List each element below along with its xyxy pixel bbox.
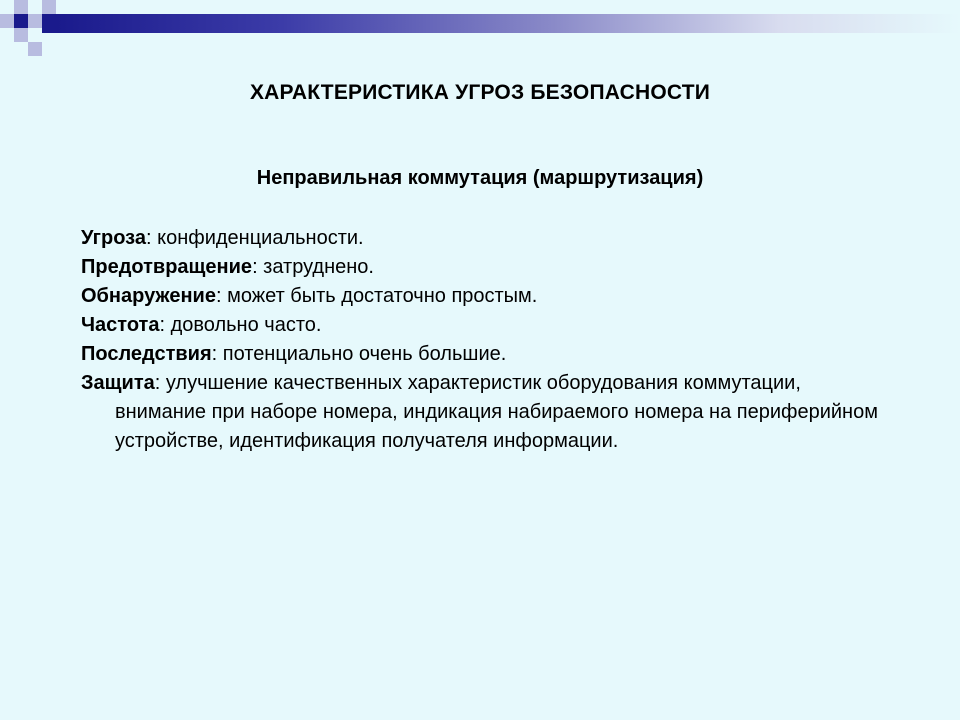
deco-square xyxy=(28,14,42,28)
item-text: : конфиденциальности. xyxy=(145,227,364,249)
slide-title: ХАРАКТЕРИСТИКА УГРОЗ БЕЗОПАСНОСТИ xyxy=(249,81,711,104)
item-label: Обнаружение xyxy=(81,285,216,307)
item-text: : улучшение качественных характеристик оборудования коммутации, внимание при наборе номера, индикация набираемого номера на периферийном устройстве, идентификация получателя информации. xyxy=(115,372,878,452)
item-text: : потенциально очень большие. xyxy=(211,343,507,365)
item-label: Частота xyxy=(81,314,160,336)
list-item-detection xyxy=(81,282,881,311)
item-label: Последствия xyxy=(81,343,212,365)
item-label: Предотвращение xyxy=(81,256,253,278)
list-item-frequency xyxy=(81,311,881,340)
slide-subtitle: Неправильная коммутация (маршрутизация) xyxy=(256,167,704,189)
list-item-protection xyxy=(81,369,881,456)
item-text: : затруднено. xyxy=(252,256,374,278)
deco-square xyxy=(42,14,56,33)
deco-square xyxy=(14,14,28,28)
item-text: : может быть достаточно простым. xyxy=(215,285,538,307)
header-gradient-bar xyxy=(56,14,960,33)
list-item-threat xyxy=(81,224,881,253)
item-label: Защита xyxy=(81,372,155,394)
deco-square xyxy=(42,0,56,14)
deco-square xyxy=(28,42,42,56)
list-item-consequences xyxy=(81,340,881,369)
deco-square xyxy=(14,0,28,14)
threat-characteristics-list xyxy=(81,224,881,456)
item-text: : довольно часто. xyxy=(159,314,322,336)
list-item-prevention xyxy=(81,253,881,282)
deco-square xyxy=(0,14,14,28)
item-label: Угроза xyxy=(81,227,146,249)
deco-square xyxy=(14,28,28,42)
